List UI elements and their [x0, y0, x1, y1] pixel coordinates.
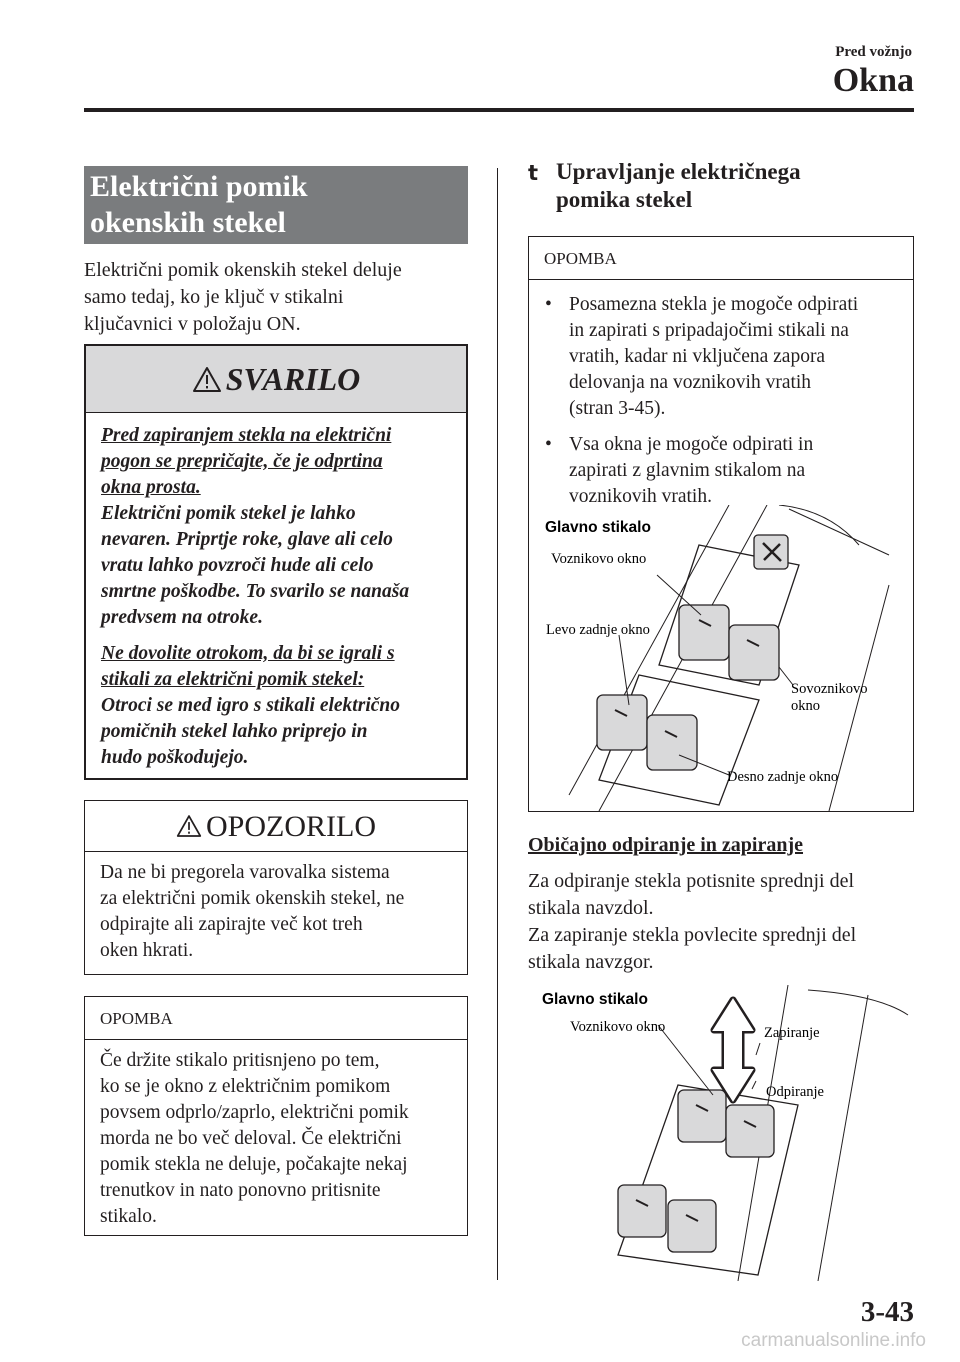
subsection-title: Upravljanje električnega pomika stekel: [556, 159, 801, 212]
label-right-rear-window: Desno zadnje okno: [727, 769, 839, 785]
list-item: • Posamezna stekla je mogoče odpirati in zapirati s pripadajočimi stikali na vratih, kadar ni vključena zapora delovanja na voznikovih vratih (stran 3-45).: [545, 294, 859, 419]
warning-triangle-icon: [176, 814, 202, 838]
label-passenger-window: Sovoznikovo: [791, 681, 868, 697]
warning-box: [84, 344, 468, 780]
caution-title: OPOZORILO: [206, 810, 376, 843]
column-divider: [497, 168, 498, 1280]
label-driver-window: Voznikovo okno: [570, 1019, 666, 1035]
section-intro: Električni pomik okenskih stekel deluje samo tedaj, ko je ključ v stikalni ključavnici v položaju ON.: [84, 259, 402, 335]
header-title: Okna: [832, 62, 914, 99]
header-rule: [84, 108, 914, 112]
normal-operation-title: Običajno odpiranje in zapiranje: [528, 834, 804, 856]
label-close: Zapiranje: [764, 1025, 820, 1041]
watermark-site: carmanualsonline.info: [741, 1330, 926, 1351]
switch-panel-figure: [529, 505, 913, 811]
warning-header: [86, 346, 466, 413]
list-item: • Vsa okna je mogoče odpirati in zapirati z glavnim stikalom na voznikovih vratih.: [545, 434, 814, 507]
caution-box: [84, 800, 468, 975]
note-body: Če držite stikalo pritisnjeno po tem, ko se je okno z električnim pomikom povsem odprlo/zaprlo, električni pomik morda ne bo več deloval. Če električni pomik stekla ne deluje, počakajte nekaj trenutkov in nato ponovno pritisnite stikalo.: [100, 1050, 409, 1227]
warning-title: SVARILO: [225, 361, 361, 397]
warning-triangle-icon: [192, 366, 222, 393]
note-body: [529, 280, 913, 510]
subsection-marker: t: [528, 161, 539, 185]
label-open: Odpiranje: [766, 1084, 824, 1100]
caution-body: Da ne bi pregorela varovalka sistema za električni pomik okenskih stekel, ne odpirajte ali zapirajte več kot treh oken hkrati.: [100, 862, 405, 961]
label-passenger-window-2: okno: [791, 698, 820, 714]
warning-body: Pred zapiranjem stekla na električni pogon se prepričajte, če je odprtina okna prosta. Električni pomik stekel je lahko nevaren. Priprtje roke, glave ali celo vratu lahko povzroči hude ali celo smrtne poškodbe. To svarilo se nanaša predvsem na otroke. Ne dovolite otrokom, da bi se igrali s stikali za električni pomik stekel: Otroci se med igro s stikali električno pomičnih stekel lahko priprejo in hudo poškodujejo.: [101, 425, 410, 768]
up-down-arrow-icon: [714, 1000, 752, 1100]
note-title: OPOMBA: [85, 997, 467, 1040]
note-box-1: [84, 996, 468, 1236]
header-section: Pred vožnjo: [835, 44, 912, 60]
label-left-rear-window: Levo zadnje okno: [546, 622, 650, 638]
section-title: Električni pomik okenskih stekel: [84, 166, 468, 244]
label-main-switch: Glavno stikalo: [542, 991, 648, 1008]
label-main-switch: Glavno stikalo: [545, 519, 651, 536]
switch-operation-figure: [528, 985, 914, 1281]
page-number: 3-43: [860, 1296, 914, 1328]
caution-header: [85, 801, 467, 852]
normal-operation-text: Za odpiranje stekla potisnite sprednji del stikala navzdol. Za zapiranje stekla povlecite sprednji del stikala navzgor.: [528, 870, 857, 973]
label-driver-window: Voznikovo okno: [551, 551, 647, 567]
note-title: OPOMBA: [529, 237, 913, 280]
